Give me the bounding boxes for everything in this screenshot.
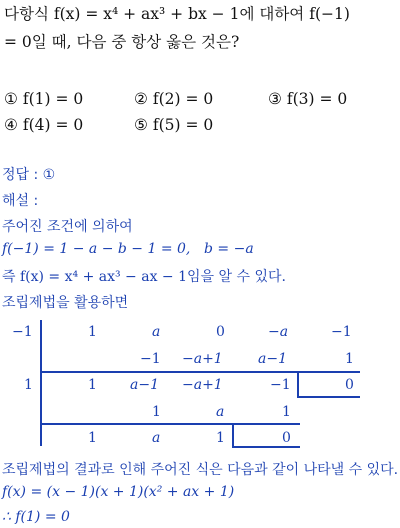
division-cell: a [152,324,161,340]
division-line-1 [40,371,360,373]
solution-step-4: 조립제법의 결과로 인해 주어진 식은 다음과 같이 나타낼 수 있다. [2,462,399,478]
option-3[interactable] [268,90,347,108]
division-cell: −a+1 [182,377,223,393]
division-cell: −a [268,324,289,340]
division-divisor-1: −1 [12,324,33,340]
option-3-text: f(3) = 0 [286,90,348,108]
division-cell: −1 [140,351,161,367]
solution-step-2: 즉 f(x) = x⁴ + ax³ − ax − 1임을 알 수 있다. [2,269,286,285]
explanation-label: 해설 : [2,193,39,209]
option-5[interactable] [134,116,213,134]
division-cell: −1 [331,324,352,340]
option-2-number: ② [134,90,148,108]
option-4-text: f(4) = 0 [22,116,84,134]
option-2-text: f(2) = 0 [152,90,214,108]
solution-equation-1b: b = −a [204,241,254,257]
division-cell: 1 [88,430,97,446]
division-remainder-box-2 [232,424,234,446]
division-cell: 1 [345,351,354,367]
division-cell: 0 [282,430,291,446]
division-cell: −a+1 [182,351,223,367]
option-1[interactable] [4,90,83,108]
option-2[interactable] [134,90,213,108]
question-line-1: 다항식 f(x) = x⁴ + ax³ + bx − 1에 대하여 f(−1) [4,5,350,23]
division-cell: a−1 [258,351,287,367]
division-cell: 1 [282,404,291,420]
question-line-2: = 0일 때, 다음 중 항상 옳은 것은? [4,33,240,51]
division-cell: −1 [270,377,291,393]
division-remainder-box-1 [297,372,299,396]
division-cell: a [152,430,161,446]
solution-equation-2: f(x) = (x − 1)(x + 1)(x² + ax + 1) [2,484,235,500]
solution-step-3: 조립제법을 활용하면 [2,295,129,311]
division-cell: 1 [152,404,161,420]
option-3-number: ③ [268,90,282,108]
option-4-number: ④ [4,116,18,134]
solution-step-1: 주어진 조건에 의하여 [2,219,133,235]
option-1-text: f(1) = 0 [22,90,84,108]
division-cell: a−1 [130,377,159,393]
option-1-number: ① [4,90,18,108]
division-cell: 0 [345,377,354,393]
division-cell: 1 [216,430,225,446]
division-vertical-line [40,320,42,446]
division-cell: 1 [88,377,97,393]
solution-equation-1: f(−1) = 1 − a − b − 1 = 0, [2,241,191,257]
option-5-text: f(5) = 0 [152,116,214,134]
division-cell: 0 [216,324,225,340]
division-divisor-2: 1 [24,377,33,393]
answer-line: 정답 : ① [2,167,56,183]
division-remainder-box-2-bottom [232,446,300,448]
division-line-2 [40,423,300,425]
option-4[interactable] [4,116,83,134]
division-cell: 1 [88,324,97,340]
division-cell: a [216,404,225,420]
solution-conclusion: ∴ f(1) = 0 [2,509,70,525]
option-5-number: ⑤ [134,116,148,134]
division-remainder-box-1-bottom [297,396,360,398]
